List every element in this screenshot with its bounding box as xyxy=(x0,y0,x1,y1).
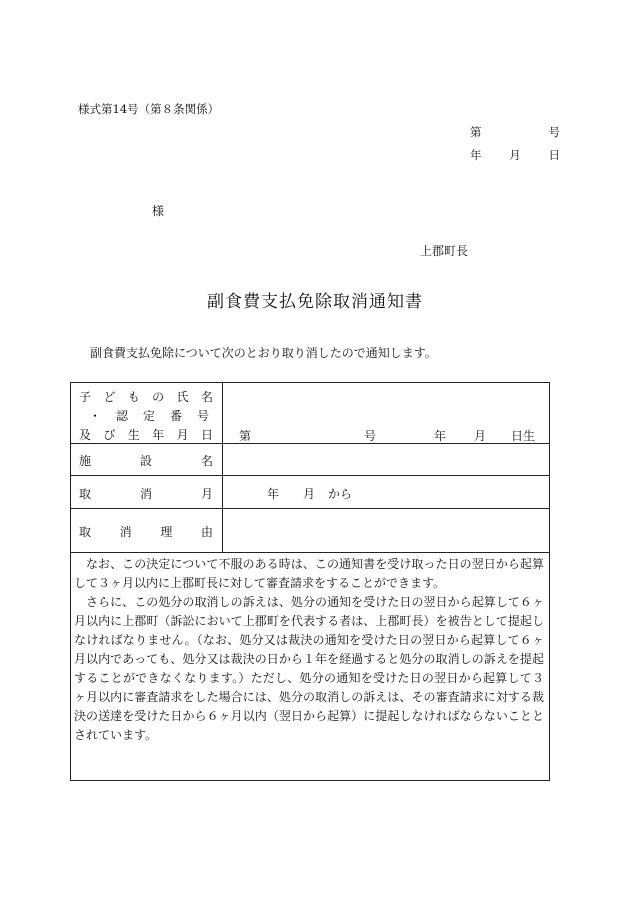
notes-paragraph-lawsuit: さらに、この処分の取消しの訴えは、処分の通知を受けた日の翌日から起算して６ヶ月以内に上郡町（訴訟において上郡町を代表する者は、上郡町長）を被告として提起しなければなりません。（なお、処分又は裁決の通知を受けた日の翌日から起算して６ヶ月以内であっても、処分又は裁決の日から１年を経過すると処分の取消しの訴えを提起することができなくなります。）ただし、処分の通知を受けた日の翌日から起算して３ヶ月以内に審査請求をした場合には、処分の取消しの訴えは、その審査請求に対する裁決の送達を受けた日から６ヶ月以内（翌日から起算）に提起しなければならないこととされています。 xyxy=(74,595,544,742)
notice-form-table xyxy=(70,382,550,781)
notes-paragraph-appeal: なお、この決定について不服のある時は、この通知書を受け取った日の翌日から起算して３ヶ月以内に上郡町長に対して審査請求をすることができます。 xyxy=(74,557,544,590)
value-birth-day: 日生 xyxy=(511,429,536,443)
label-certification-number: ・ 認 定 番 号 xyxy=(89,409,209,423)
number-suffix: 号 xyxy=(548,125,560,139)
label-birth-date: 及 び 生 年 月 日 xyxy=(79,428,213,442)
date-month: 月 xyxy=(509,148,521,162)
value-number-suffix: 号 xyxy=(364,429,377,443)
form-number: 様式第14号（第８条関係） xyxy=(78,102,220,116)
number-prefix: 第 xyxy=(470,125,482,139)
label-facility-name: 施 設 名 xyxy=(79,454,213,468)
value-birth-month: 月 xyxy=(474,429,487,443)
document-number-date-block xyxy=(470,121,560,167)
document-number-line xyxy=(470,121,560,144)
date-day: 日 xyxy=(548,148,560,162)
recipient-honorific: 様 xyxy=(152,204,165,218)
label-cancel-month: 取 消 月 xyxy=(79,487,213,501)
issue-date-line xyxy=(470,144,560,167)
label-child-name: 子 ど も の 氏 名 xyxy=(79,390,213,404)
table-column-divider xyxy=(222,383,223,525)
value-number-prefix: 第 xyxy=(239,429,252,443)
document-title: 副食費支払免除取消通知書 xyxy=(207,292,423,312)
value-birth-year: 年 xyxy=(434,429,447,443)
value-cancel-from: から xyxy=(328,487,353,501)
intro-text: 副食費支払免除について次のとおり取り消したので通知します。 xyxy=(90,346,437,360)
value-cancel-year: 年 xyxy=(267,487,280,501)
sender-name: 上郡町長 xyxy=(420,244,469,258)
cancel-reason-row xyxy=(70,508,550,553)
table-column-divider xyxy=(222,509,223,552)
table-row-divider xyxy=(71,475,549,476)
value-cancel-month: 月 xyxy=(303,487,316,501)
date-year: 年 xyxy=(470,148,482,162)
legal-notes xyxy=(74,555,544,745)
label-cancel-reason: 取 消 理 由 xyxy=(79,525,213,539)
